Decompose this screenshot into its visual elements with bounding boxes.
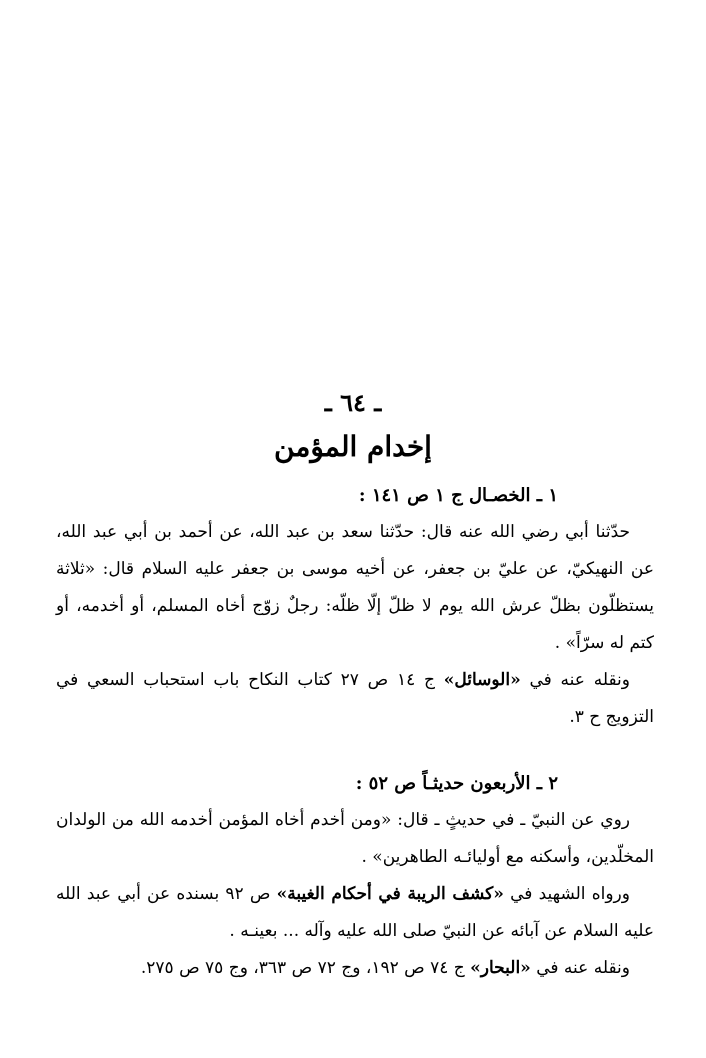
section2-hadith-text: روي عن النبيّ ـ في حديثٍ ـ قال: «ومن أخدم أخاه المؤمن أخدمه الله من الولدان المخلّدين، وأسكنه مع أوليائـه الطاهرين» . — [56, 810, 654, 867]
page-body — [56, 478, 654, 987]
section1-citation-note — [56, 662, 654, 736]
section2-citation-note-1 — [56, 876, 654, 950]
section2-note1-book-title: «كشف الريبة في أحكام الغيبة» — [276, 884, 504, 904]
section1-source-heading: ١ ـ الخصـال ج ١ ص ١٤١ : — [358, 485, 558, 506]
section-spacer — [56, 736, 654, 766]
chapter-title: إخدام المؤمن — [274, 430, 432, 463]
section2-source-heading: ٢ ـ الأربعون حديثـاً ص ٥٢ : — [355, 773, 558, 794]
section1-note-book-title: «الوسائل» — [443, 670, 521, 690]
section2-note2-post: ج ٧٤ ص ١٩٢، وج ٧٢ ص ٣٦٣، وج ٧٥ ص ٢٧٥. — [140, 958, 471, 978]
section2-note1-pre: ورواه الشهيد في — [503, 884, 630, 904]
section2-note1-post: ص ٩٢ بسنده عن أبي عبد الله عليه السلام عن آبائه عن النبيّ صلى الله عليه وآله ... بعينـه . — [56, 884, 654, 941]
section2-citation-note-2 — [56, 950, 654, 987]
section1-hadith-text: حدّثنا أبي رضي الله عنه قال: حدّثنا سعد بن عبد الله، عن أحمد بن أبي عبد الله، عن النهيكيّ، عن عليّ بن جعفر، عن أخيه موسى بن جعفر عليه السلام قال: «ثلاثة يستظلّون بظلّ عرش الله يوم لا ظلّ إلّا ظلّه: رجلٌ زوّج أخاه المسلم، أو أخدمه، أو كتم له سرّاً» . — [56, 522, 654, 653]
page-number: ـ ٦٤ ـ — [324, 388, 382, 417]
section1-note-pre: ونقله عنه في — [520, 670, 630, 690]
section2-note2-pre: ونقله عنه في — [530, 958, 630, 978]
section1-note-post: ج ١٤ ص ٢٧ كتاب النكاح باب استحباب السعي في التزويج ح ٣. — [56, 670, 654, 727]
section2-note2-book-title: «البحار» — [470, 958, 531, 978]
